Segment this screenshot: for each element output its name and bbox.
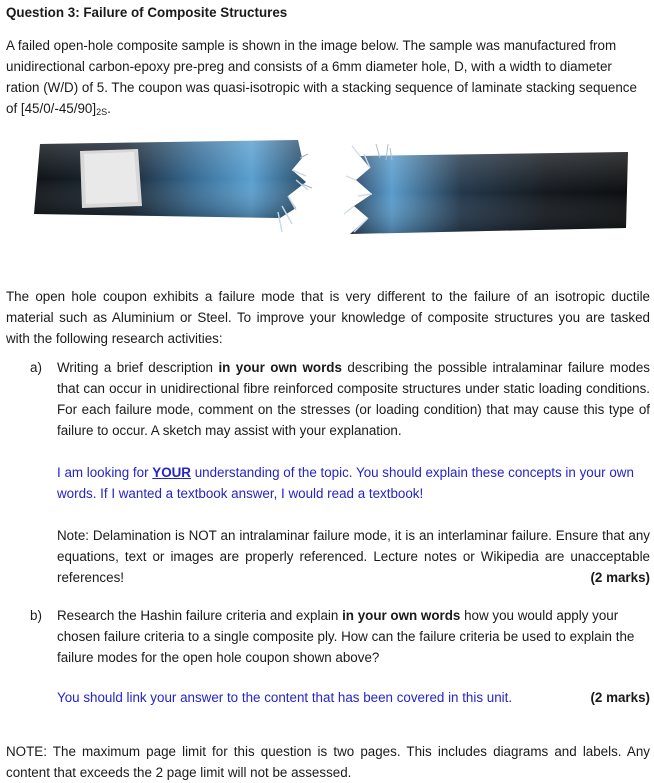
list-item-b [6,605,650,668]
item-a-marker: a) [30,360,42,375]
item-a-blue-note [57,462,650,504]
intro-end: . [107,101,111,116]
item-a-delamination-note [57,525,650,588]
item-a-instructions [57,357,650,441]
item-b-bold-own-words: in your own words [342,608,461,623]
item-a-body [57,357,650,588]
intro-text: A failed open-hole composite sample is shown in the image below. The sample was manufactured from unidirectional carbon-epoxy pre-preg and consists of a 6mm diameter hole, D, with a width to diameter ration (W/D) of 5. The coupon was quasi-isotropic with a stacking sequence of laminate stacking sequence of [45/0/-45/90] [6,38,637,116]
item-a-bold-own-words: in your own words [218,360,342,375]
item-a-text-2: describing the possible intralaminar failure modes that can occur in unidirectional fibre reinforced composite structures under static loading conditions. For each failure mode, comment on the stresses (or loading condition) that may cause this type of failure to occur. A sketch may assist with your explanation. [57,360,650,438]
page-limit-note: NOTE: The maximum page limit for this question is two pages. This includes diagrams and labels. Any content that exceeds the 2 page limit will not be assessed. [6,744,650,780]
item-b-instructions [57,605,650,668]
question-title: Question 3: Failure of Composite Structures [6,5,288,20]
item-b-marks: (2 marks) [590,690,650,705]
item-b-text-1: Research the Hashin failure criteria and explain [57,608,343,623]
item-a-text-1: Writing a brief description [57,360,219,375]
item-b-marker: b) [30,608,42,623]
item-b-blue-note: You should link your answer to the content that has been covered in this unit. [57,690,513,705]
stacking-subscript: 2S [96,107,108,117]
failed-coupon-photo [30,136,630,248]
list-item-a [6,357,650,588]
item-b-body [57,605,650,668]
intro-paragraph [6,35,648,123]
item-b-text-2: how you would apply your chosen failure criteria to a single composite ply. How can the failure criteria be used to explain the failure modes for the open hole coupon shown above? [57,608,635,665]
context-paragraph: The open hole coupon exhibits a failure mode that is very different to the failure of an isotropic ductile material such as Aluminium or Steel. To improve your knowledge of composite structures you are tasked with the following research activities: [6,289,650,346]
item-b-link-note [57,687,650,708]
left-coupon-half [34,140,312,232]
delamination-note-text: Note: Delamination is NOT an intralaminar failure mode, it is an interlaminar failure. Ensure that any equations, text or images are properly referenced. Lecture notes or Wikipedia are unacceptable references! [57,528,650,585]
right-coupon-half [344,144,628,234]
blue-note-text-1: I am looking for [57,465,153,480]
item-a-marks: (2 marks) [590,570,650,585]
blue-note-text-2: understanding of the topic. You should explain these concepts in your own words. If I wanted a textbook answer, I would read a textbook! [57,465,634,501]
blue-note-your: YOUR [152,465,191,480]
